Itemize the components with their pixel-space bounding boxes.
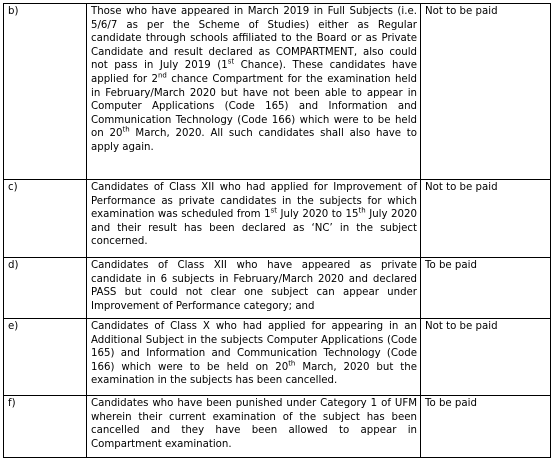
document-page: [3, 3, 551, 458]
row-label: f): [4, 396, 87, 458]
description-text: Chance). These candidates have applied for 2: [91, 60, 417, 85]
ordinal-suffix: th: [288, 359, 296, 368]
description-text: July 2020 and their result has been declared as ‘NC’ in the subject concerned.: [91, 209, 417, 248]
table-row-b: [4, 4, 551, 180]
row-label: c): [4, 180, 87, 258]
description-text: July 2020 to 15: [277, 209, 359, 221]
description-text: chance Compartment for the examination held in February/March 2020 but have not been able to appear in Computer Applications (Code 165) and Information and Communication Technology (Code 166) which were to be held on 20: [91, 73, 417, 140]
row-description: [87, 4, 421, 180]
fee-status: To be paid: [421, 396, 551, 458]
row-description: [87, 319, 421, 396]
table-row-e: [4, 319, 551, 396]
fee-status: Not to be paid: [421, 180, 551, 258]
ordinal-suffix: th: [122, 125, 130, 134]
fee-rules-table: [3, 3, 551, 458]
description-text: Candidates of Class X who had applied for appearing in an Additional Subject in the subjects Computer Applications (Code 165) and Information and Communication Technology (Code 166) which were to be held on 20: [91, 321, 417, 373]
row-description: [87, 396, 421, 458]
description-text: Candidates of Class XII who had applied for Improvement of Performance as private candidates in the subjects for which examination was scheduled from 1: [91, 182, 417, 221]
row-label: b): [4, 4, 87, 180]
table-row-d: [4, 258, 551, 319]
row-label: d): [4, 258, 87, 319]
fee-status: Not to be paid: [421, 319, 551, 396]
description-text: March, 2020 but the examination in the subjects has been cancelled.: [91, 361, 418, 387]
description-text: Candidates who have been punished under Category 1 of UFM wherein their current examination of the subject has been cancelled and they have been allowed to appear in Compartment examination.: [91, 398, 417, 450]
ordinal-suffix: st: [227, 57, 235, 66]
row-description: [87, 258, 421, 319]
table-row-c: [4, 180, 551, 258]
ordinal-suffix: nd: [157, 71, 167, 80]
description-text: Those who have appeared in March 2019 in Full Subjects (i.e. 5/6/7 as per the Scheme of Studies) either as Regular candidate through schools affiliated to the Board or as Private Candidate and result declared as COMPARTMENT, also could not pass in July 2019 (1: [91, 6, 417, 72]
table-row-f: [4, 396, 551, 458]
row-description: [87, 180, 421, 258]
fee-status: Not to be paid: [421, 4, 551, 180]
ordinal-suffix: th: [358, 206, 366, 215]
description-text: Candidates of Class XII who have appeared as private candidate in 6 subjects in February/March 2020 and declared PASS but could not clear one subject can appear under Improvement of Performance category; and: [91, 260, 417, 312]
description-text: March, 2020. All such candidates shall also have to apply again.: [91, 128, 417, 153]
ordinal-suffix: st: [270, 206, 277, 215]
row-label: e): [4, 319, 87, 396]
fee-status: To be paid: [421, 258, 551, 319]
